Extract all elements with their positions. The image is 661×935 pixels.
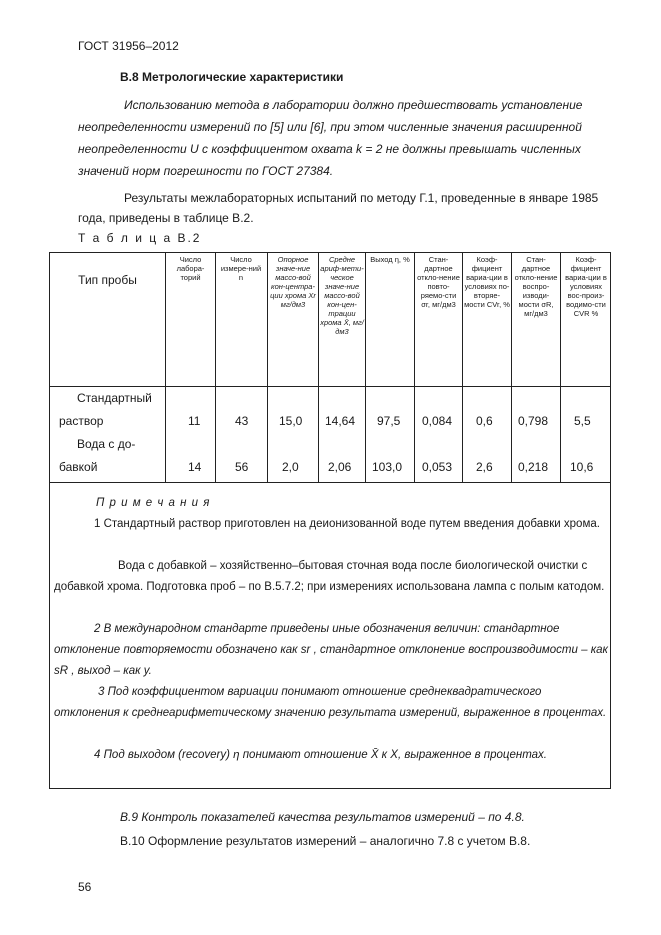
paragraph-uncertainty: Использованию метода в лаборатории должно предшествовать установление неопределенности измерений по [5] или [6], при этом численные значения расширенной неопределенности U с коэффициентом охвата k = 2 не должны превышать численных значений норм погрешности по ГОСТ 27384. bbox=[78, 98, 583, 178]
header-labs: Число лабора-торий bbox=[176, 255, 205, 282]
header-repeatability-sd: Стан-дартное откло-нение повто-ряемо-сти σr, мг/дм3 bbox=[417, 255, 460, 309]
header-repeatability-cv: Коэф-фициент вариа-ции в условиях по-вторяе-мости CVr, % bbox=[464, 255, 510, 309]
cell: 2,6 bbox=[476, 460, 493, 474]
header-reference-value: Опорное значе-ние массо-вой кон-центра-ции хрома Xr мг/дм3 bbox=[270, 255, 316, 309]
cell: 103,0 bbox=[372, 460, 403, 474]
results-table bbox=[49, 252, 611, 789]
header-sample-type: Тип пробы bbox=[78, 273, 137, 287]
note-1: 1 Стандартный раствор приготовлен на деионизованной воде путем введения добавки хрома. bbox=[94, 518, 600, 530]
cell: 14 bbox=[188, 460, 202, 474]
row-label-water-2: бавкой bbox=[59, 460, 98, 474]
standard-header: ГОСТ 31956–2012 bbox=[78, 39, 179, 53]
note-3: 3 Под коэффициентом вариации понимают отношение среднеквадратического отклонения к среднеарифметическому значению результата измерений, выраженное в процентах. bbox=[54, 686, 607, 719]
header-reproducibility-sd: Стан-дартное откло-нение воспро-изводи-мости σR, мг/дм3 bbox=[514, 255, 558, 318]
row-label-standard-2: раствор bbox=[59, 414, 104, 428]
cell: 97,5 bbox=[377, 414, 401, 428]
section-b10: В.10 Оформление результатов измерений – аналогично 7.8 с учетом В.8. bbox=[120, 834, 531, 848]
note-1b: Вода с добавкой – хозяйственно–бытовая сточная вода после биологической очистки с добавкой хрома. Подготовка проб – по В.5.7.2; при измерениях использована лампа с полым катодом. bbox=[54, 560, 605, 593]
row-label-water-1: Вода с до- bbox=[77, 437, 136, 451]
table-caption: Т а б л и ц а В.2 bbox=[78, 231, 202, 245]
cell: 10,6 bbox=[570, 460, 594, 474]
header-measurements: Число измере-ний n bbox=[220, 255, 262, 282]
note-4: 4 Под выходом (recovery) η понимают отношение X̄ к X, выраженное в процентах. bbox=[94, 749, 547, 761]
cell: 14,64 bbox=[325, 414, 356, 428]
cell: 0,084 bbox=[422, 414, 453, 428]
header-mean-value: Средне ариф-мети-ческое значе-ние массо-вой кон-цен-трации хрома X̄, мг/дм3 bbox=[320, 255, 364, 336]
cell: 0,6 bbox=[476, 414, 493, 428]
header-yield: Выход η, % bbox=[370, 255, 410, 264]
cell: 2,06 bbox=[328, 460, 352, 474]
cell: 11 bbox=[188, 414, 201, 428]
cell: 56 bbox=[235, 460, 249, 474]
cell: 2,0 bbox=[282, 460, 299, 474]
cell: 43 bbox=[235, 414, 249, 428]
header-reproducibility-cv: Коэф-фициент вариа-ции в условиях вос-произ-водимо-сти CVR % bbox=[565, 255, 607, 318]
notes-title: П р и м е ч а н и я bbox=[96, 497, 211, 509]
row-label-standard-1: Стандартный bbox=[77, 391, 152, 405]
section-title: В.8 Метрологические характеристики bbox=[120, 70, 344, 84]
cell: 0,218 bbox=[518, 460, 549, 474]
section-b9: В.9 Контроль показателей качества результатов измерений – по 4.8. bbox=[120, 810, 525, 824]
cell: 0,053 bbox=[422, 460, 453, 474]
page-number: 56 bbox=[78, 880, 92, 894]
cell: 0,798 bbox=[518, 414, 549, 428]
cell: 5,5 bbox=[574, 414, 591, 428]
note-2: 2 В международном стандарте приведены иные обозначения величин: стандартное отклонение повторяемости обозначено как sr , стандартное отклонение воспроизводимости – как sR , выход – как y. bbox=[54, 623, 608, 677]
paragraph-results: Результаты межлабораторных испытаний по методу Г.1, проведенные в январе 1985 года, приведены в таблице В.2. bbox=[78, 191, 599, 225]
cell: 15,0 bbox=[279, 414, 303, 428]
